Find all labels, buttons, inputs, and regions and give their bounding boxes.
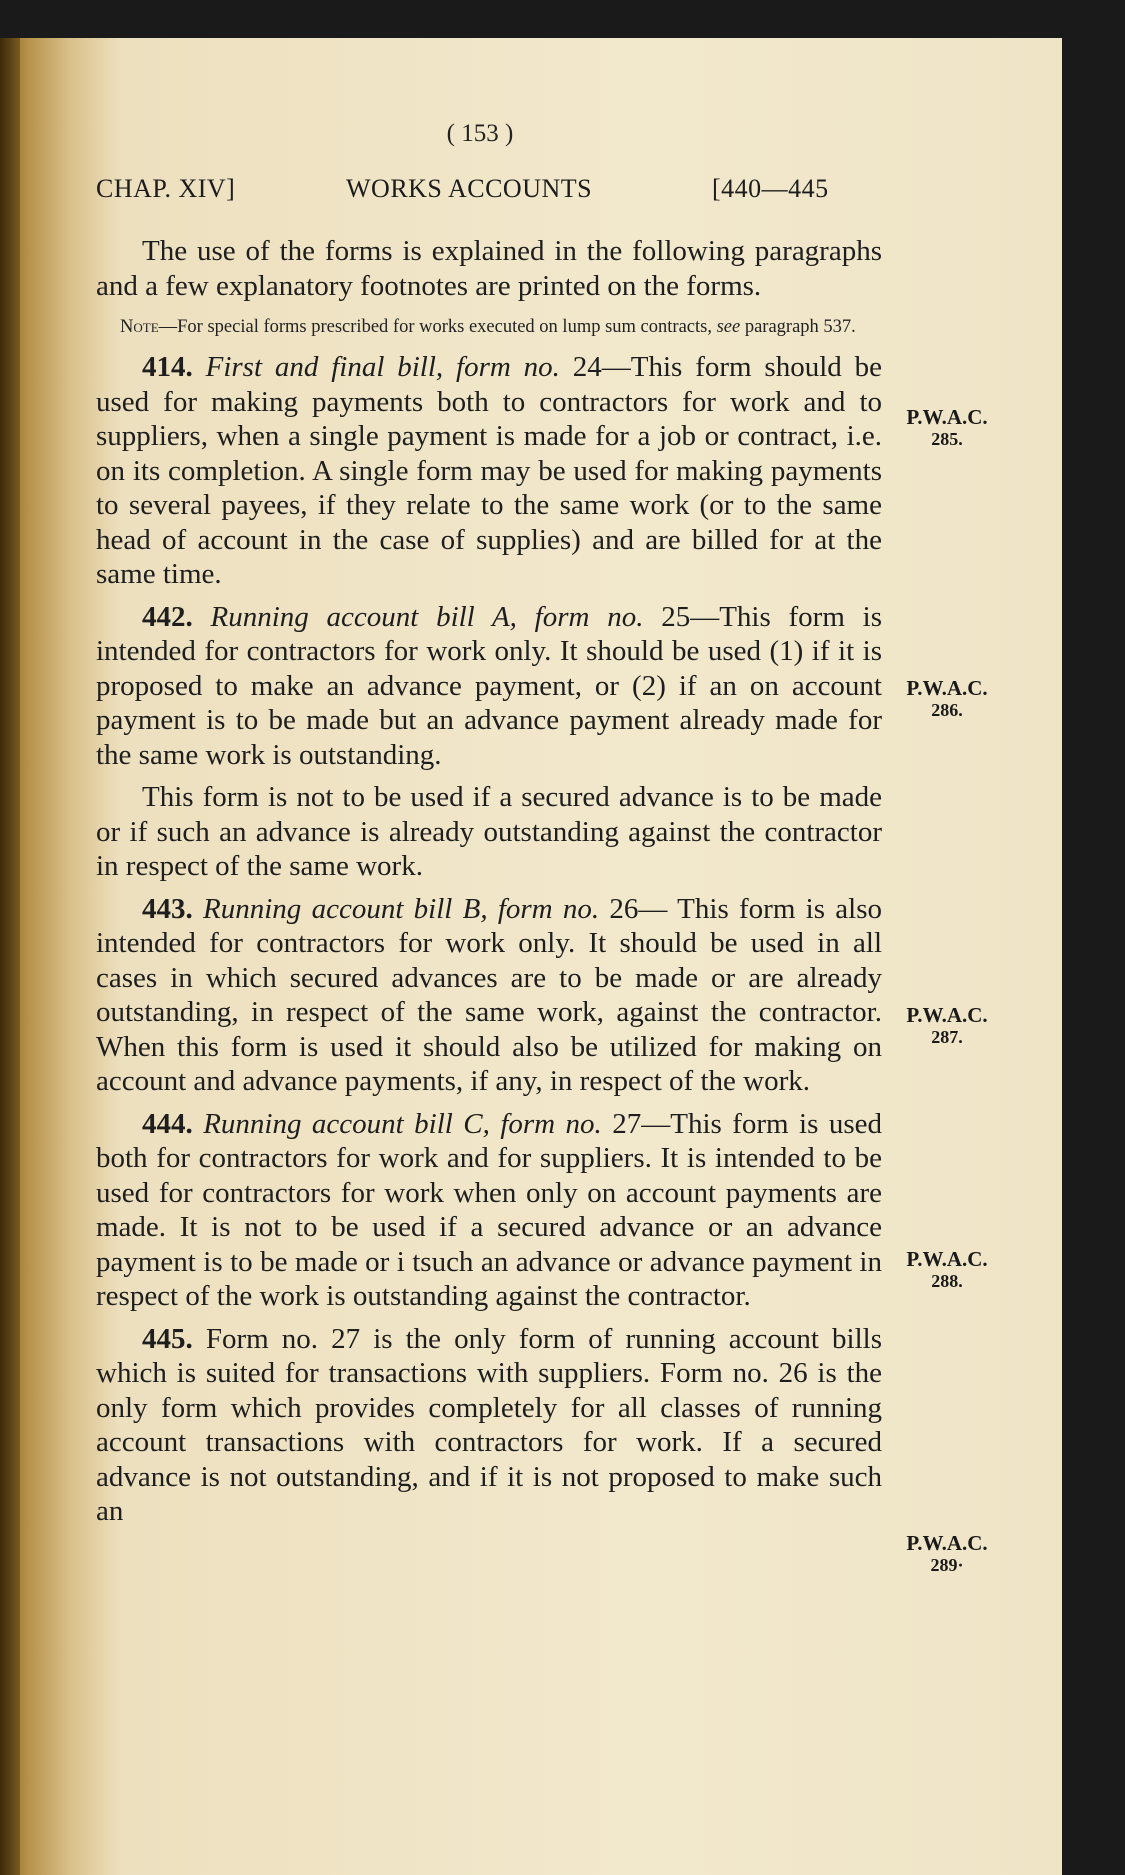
book-spine-shadow [0,38,20,1875]
paragraph-number: 443. [142,892,193,925]
intro-paragraph: The use of the forms is explained in the following paragraphs and a few explanatory footnotes are printed on the forms. [96,235,882,302]
margin-reference-445 [892,1532,1002,1576]
paragraph-number: 445. [142,1322,193,1355]
book-page [0,38,1062,1875]
margin-code: P.W.A.C. [906,1003,988,1027]
paragraph-heading: First and final bill, form no. [205,351,560,383]
paragraph-443 [96,892,882,1099]
paragraph-text: 27—This form is used both for contractors for work and for suppliers. It is intended to be used for contractors for work when only on account payments are made. It is not to be used if a secured advance or an advance payment is to be made or i tsuch an advance or advance payment in respect of the work is outstanding against the contractor. [96,1107,883,1312]
chapter-label: CHAP. XIV] [96,174,236,203]
note-text: —For special forms prescribed for works executed on lump sum contracts, [158,317,717,337]
note-ref: paragraph 537. [740,317,856,337]
note-label: Note [120,317,159,337]
paragraph-text: 24—This form should be used for making payments both to contractors for work and to suppliers, when a single payment is made for a job or contract, i.e. on its completion. A single form may be used for making payments to several payees, if they relate to the same work (or to the same head of account in the case of supplies) and are billed for at the same time. [96,351,882,590]
note-see: see [716,317,741,337]
note-paragraph [96,317,882,338]
paragraph-445 [96,1322,882,1529]
paragraph-heading: Running account bill C, form no. [203,1107,602,1140]
paragraph-442-continuation: This form is not to be used if a secured advance is to be made or if such an advance is already outstanding against the contractor in respect of the same work. [96,781,882,882]
paragraph-text: 26— This form is also intended for contractors for work only. It should be used in all cases in which secured advances are to be made or are already outstanding, in respect of the same work, against the contractor. When this form is used it should also be utilized for making on account and advance payments, if any, in respect of the work. [96,892,882,1097]
margin-paragraph: 286. [931,700,963,720]
paragraph-text: 25—This form is intended for contractors for work only. It should be used (1) if it is proposed to make an advance payment, or (2) if an on account payment is to be made but an advance payment already made for the same work is outstanding. [96,600,882,771]
margin-code: P.W.A.C. [906,1247,988,1271]
paragraph-414 [96,350,882,592]
paragraph-heading: Running account bill A, form no. [210,600,644,633]
body-text [96,234,882,1529]
section-title: WORKS ACCOUNTS [346,174,593,203]
margin-code: P.W.A.C. [906,676,988,700]
margin-code: P.W.A.C. [906,1531,988,1555]
margin-reference-414 [892,406,1002,450]
paragraph-heading: Running account bill B, form no. [203,892,600,925]
paragraph-444 [96,1107,882,1314]
margin-paragraph: 285. [931,429,963,449]
margin-code: P.W.A.C. [906,405,988,429]
paragraph-number: 414. [142,351,193,383]
margin-paragraph: 287. [931,1027,963,1047]
paragraph-number: 444. [142,1107,193,1140]
page-number: ( 153 ) [446,120,514,147]
margin-paragraph: 288. [931,1271,963,1291]
margin-paragraph: 289· [930,1555,964,1575]
paragraph-range: [440—445 [712,174,829,203]
paragraph-442 [96,600,882,773]
paragraph-text: Form no. 27 is the only form of running account bills which is suited for transactions with suppliers. Form no. 26 is the only form which provides completely for all classes of running account transactions with contractors for work. If a secured advance is not outstanding, and if it is not proposed to make such an [96,1322,882,1527]
paragraph-number: 442. [142,600,193,633]
running-head [96,174,856,210]
margin-reference-442 [892,677,1002,721]
margin-reference-444 [892,1248,1002,1292]
margin-reference-443 [892,1004,1002,1048]
